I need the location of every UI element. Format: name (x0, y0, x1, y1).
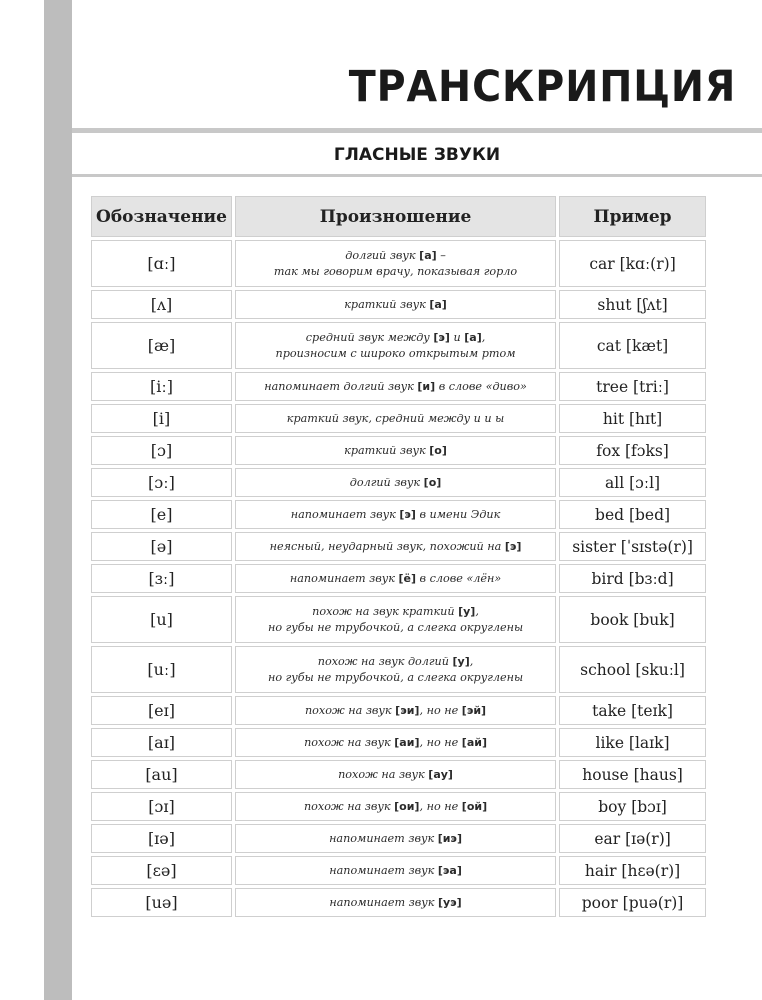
pronunciation-cell (235, 240, 556, 287)
pronunciation-line-1: напоминает звук [ё] в слове «лён» (289, 571, 502, 585)
pronunciation-line-1: похож на звук [ау] (338, 767, 453, 781)
pronunciation-line-1: похож на звук [аи], но не [ай] (304, 735, 487, 749)
example-cell: fox [fɔks] (559, 436, 706, 465)
pronunciation-line-1: похож на звук [ои], но не [ой] (303, 799, 488, 813)
table-row (91, 240, 706, 287)
pronunciation-line-1: похож на звук [эи], но не [эй] (304, 703, 487, 717)
symbol-cell: [ɔː] (91, 468, 232, 497)
table-row (91, 760, 706, 789)
pronunciation-cell (235, 596, 556, 643)
symbol-cell: [aɪ] (91, 728, 232, 757)
table-row (91, 856, 706, 885)
pronunciation-cell (235, 290, 556, 319)
pronunciation-cell (235, 564, 556, 593)
pronunciation-cell (235, 500, 556, 529)
pronunciation-line-1: неясный, неударный звук, похожий на [э] (269, 539, 522, 553)
symbol-cell: [uː] (91, 646, 232, 693)
pronunciation-cell (235, 532, 556, 561)
example-cell: school [skuːl] (559, 646, 706, 693)
pronunciation-cell (235, 728, 556, 757)
symbol-cell: [ɑː] (91, 240, 232, 287)
section-subtitle: ГЛАСНЫЕ ЗВУКИ (333, 145, 501, 165)
pronunciation-cell (235, 792, 556, 821)
example-cell: take [teɪk] (559, 696, 706, 725)
pronunciation-cell (235, 404, 556, 433)
example-cell: all [ɔːl] (559, 468, 706, 497)
symbol-cell: [e] (91, 500, 232, 529)
transcription-table (88, 193, 709, 920)
pronunciation-cell (235, 856, 556, 885)
page-title: ТРАНСКРИПЦИЯ (348, 62, 736, 112)
pronunciation-line-2: но губы не трубочкой, а слегка округлены (267, 620, 524, 634)
example-cell: hair [hɛə(r)] (559, 856, 706, 885)
pronunciation-line-1: краткий звук [о] (344, 443, 447, 457)
title-divider (72, 128, 762, 133)
pronunciation-line-1: краткий звук, средний между и и ы (286, 411, 505, 425)
subtitle-divider (72, 174, 762, 177)
table-row (91, 372, 706, 401)
column-header-example: Пример (559, 196, 706, 237)
symbol-cell: [ɜː] (91, 564, 232, 593)
pronunciation-line-2: но губы не трубочкой, а слегка округлены (267, 670, 524, 684)
symbol-cell: [ɪə] (91, 824, 232, 853)
pronunciation-cell (235, 372, 556, 401)
table-row (91, 436, 706, 465)
symbol-cell: [eɪ] (91, 696, 232, 725)
table-row (91, 290, 706, 319)
table-row (91, 888, 706, 917)
pronunciation-cell (235, 468, 556, 497)
pronunciation-line-1: похож на звук долгий [у], (317, 654, 474, 668)
side-accent-bar (44, 0, 72, 1000)
pronunciation-cell (235, 696, 556, 725)
table-row (91, 596, 706, 643)
symbol-cell: [ɔɪ] (91, 792, 232, 821)
example-cell: hit [hɪt] (559, 404, 706, 433)
table-row (91, 500, 706, 529)
example-cell: poor [puə(r)] (559, 888, 706, 917)
example-cell: bed [bed] (559, 500, 706, 529)
pronunciation-line-1: напоминает звук [э] в имени Эдик (290, 507, 501, 521)
symbol-cell: [ʌ] (91, 290, 232, 319)
pronunciation-line-2: так мы говорим врачу, показывая горло (273, 264, 518, 278)
table-row (91, 468, 706, 497)
table-row (91, 728, 706, 757)
table-body (91, 240, 706, 917)
example-cell: book [buk] (559, 596, 706, 643)
table-row (91, 792, 706, 821)
table-row (91, 322, 706, 369)
symbol-cell: [i] (91, 404, 232, 433)
pronunciation-line-1: долгий звук [а] – (345, 248, 446, 262)
pronunciation-cell (235, 436, 556, 465)
table-row (91, 404, 706, 433)
pronunciation-line-1: похож на звук краткий [у], (312, 604, 479, 618)
symbol-cell: [uə] (91, 888, 232, 917)
example-cell: car [kɑː(r)] (559, 240, 706, 287)
pronunciation-line-1: напоминает долгий звук [и] в слове «диво» (264, 379, 527, 393)
column-header-pronunciation: Произношение (235, 196, 556, 237)
pronunciation-cell (235, 824, 556, 853)
table-row (91, 646, 706, 693)
pronunciation-line-2: произносим с широко открытым ртом (275, 346, 516, 360)
pronunciation-line-1: напоминает звук [иэ] (329, 831, 462, 845)
example-cell: sister [ˈsɪstə(r)] (559, 532, 706, 561)
symbol-cell: [ə] (91, 532, 232, 561)
table-row (91, 564, 706, 593)
pronunciation-line-1: средний звук между [э] и [а], (305, 330, 486, 344)
symbol-cell: [ɛə] (91, 856, 232, 885)
pronunciation-cell (235, 760, 556, 789)
pronunciation-line-1: долгий звук [о] (349, 475, 442, 489)
symbol-cell: [au] (91, 760, 232, 789)
pronunciation-line-1: напоминает звук [эа] (329, 863, 462, 877)
example-cell: boy [bɔɪ] (559, 792, 706, 821)
symbol-cell: [iː] (91, 372, 232, 401)
example-cell: shut [ʃʌt] (559, 290, 706, 319)
symbol-cell: [u] (91, 596, 232, 643)
pronunciation-cell (235, 888, 556, 917)
table-row (91, 532, 706, 561)
example-cell: tree [triː] (559, 372, 706, 401)
symbol-cell: [ɔ] (91, 436, 232, 465)
symbol-cell: [æ] (91, 322, 232, 369)
pronunciation-line-1: напоминает звук [уэ] (329, 895, 462, 909)
pronunciation-cell (235, 646, 556, 693)
example-cell: like [laɪk] (559, 728, 706, 757)
pronunciation-line-1: краткий звук [а] (344, 297, 447, 311)
example-cell: bird [bɜːd] (559, 564, 706, 593)
pronunciation-cell (235, 322, 556, 369)
table-row (91, 824, 706, 853)
example-cell: house [haus] (559, 760, 706, 789)
example-cell: ear [ɪə(r)] (559, 824, 706, 853)
table-header-row (91, 196, 706, 237)
example-cell: cat [kæt] (559, 322, 706, 369)
table-row (91, 696, 706, 725)
column-header-symbol: Обозначение (91, 196, 232, 237)
